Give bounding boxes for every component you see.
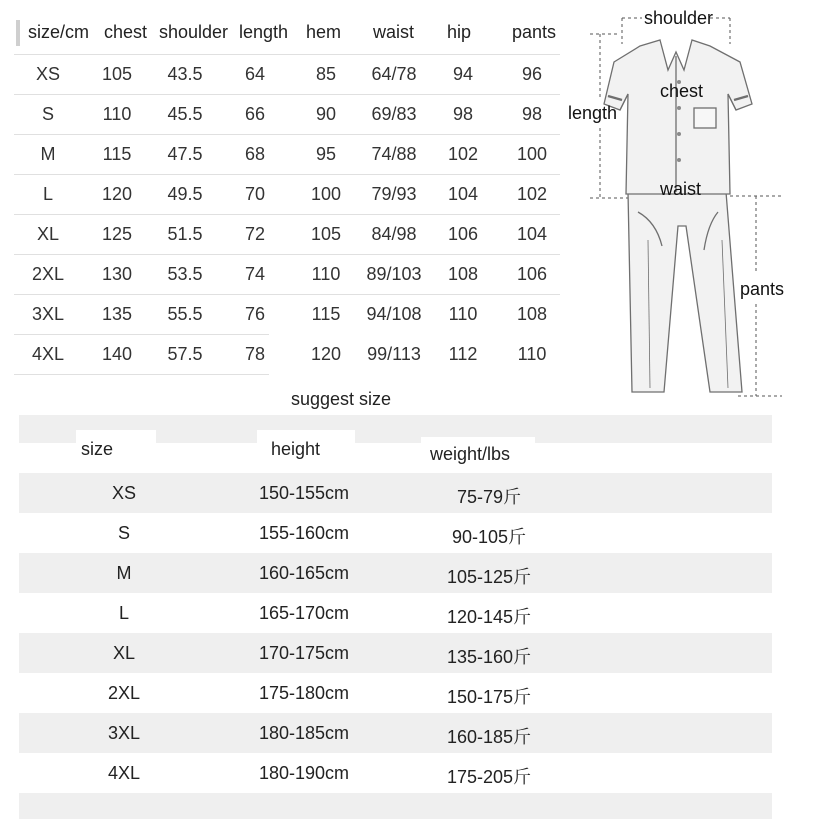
cell-waist: 94/108 — [366, 304, 422, 324]
suggest-cell-weight: 75-79斤 — [456, 487, 522, 507]
size-chart-row — [14, 174, 560, 214]
suggest-cell-height: 180-190cm — [258, 763, 350, 783]
cell-size: L — [42, 184, 53, 204]
size-chart-table — [14, 12, 560, 375]
cell-chest: 105 — [101, 64, 133, 84]
cell-length: 78 — [244, 344, 266, 364]
cell-pants: 96 — [521, 64, 543, 84]
cell-shoulder: 43.5 — [167, 64, 203, 84]
suggest-cell-height: 160-165cm — [258, 563, 350, 583]
header-waist: waist — [373, 22, 415, 42]
suggest-cell-size: 2XL — [107, 683, 141, 703]
size-chart-row — [14, 214, 560, 254]
header-hip: hip — [447, 22, 472, 42]
suggest-row — [19, 673, 772, 713]
cell-waist: 69/83 — [371, 104, 417, 124]
cell-chest: 140 — [101, 344, 133, 364]
suggest-header-row — [19, 415, 772, 473]
cell-hip: 102 — [447, 144, 479, 164]
garment-diagram — [560, 0, 824, 410]
cell-length: 66 — [244, 104, 266, 124]
header-height: height — [271, 439, 321, 459]
suggest-cell-weight: 105-125斤 — [446, 567, 532, 587]
cell-shoulder: 49.5 — [167, 184, 203, 204]
pajama-illustration — [560, 0, 824, 410]
pants-shape — [628, 192, 742, 392]
suggest-cell-size: 4XL — [107, 763, 141, 783]
suggest-footer-band — [19, 793, 772, 819]
suggest-cell-size: XS — [111, 483, 136, 503]
cell-waist: 74/88 — [371, 144, 417, 164]
cell-shoulder: 53.5 — [167, 264, 203, 284]
cell-hem: 85 — [315, 64, 337, 84]
cell-hem: 100 — [310, 184, 342, 204]
cell-pants: 102 — [516, 184, 548, 204]
cell-hip: 112 — [448, 344, 478, 364]
suggest-cell-weight: 90-105斤 — [451, 527, 527, 547]
header-hem: hem — [306, 22, 342, 42]
cell-hem: 105 — [310, 224, 342, 244]
suggest-row — [19, 513, 772, 553]
label-pants: pants — [740, 279, 785, 299]
label-waist: waist — [660, 179, 702, 199]
cell-size: M — [40, 144, 56, 164]
cell-shoulder: 55.5 — [167, 304, 203, 324]
cell-size: 2XL — [31, 264, 65, 284]
size-chart-row — [14, 254, 560, 294]
cell-hem: 95 — [315, 144, 337, 164]
cell-length: 64 — [244, 64, 266, 84]
cell-chest: 130 — [101, 264, 133, 284]
cell-waist: 84/98 — [371, 224, 417, 244]
cell-hip: 98 — [452, 104, 474, 124]
cell-shoulder: 47.5 — [167, 144, 203, 164]
label-chest: chest — [660, 81, 704, 101]
suggest-size-table — [19, 415, 772, 819]
cell-hip: 94 — [452, 64, 474, 84]
cell-length: 76 — [244, 304, 266, 324]
cell-waist: 79/93 — [371, 184, 417, 204]
suggest-cell-weight: 135-160斤 — [446, 647, 532, 667]
cell-pants: 100 — [516, 144, 548, 164]
suggest-cell-weight: 175-205斤 — [446, 767, 532, 787]
cell-chest: 135 — [101, 304, 133, 324]
cell-hip: 108 — [447, 264, 479, 284]
size-chart-header-row — [14, 12, 560, 54]
suggest-cell-weight: 120-145斤 — [446, 607, 532, 627]
cell-hem: 110 — [311, 264, 341, 284]
suggest-cell-height: 180-185cm — [258, 723, 350, 743]
suggest-cell-size: XL — [112, 643, 136, 663]
cell-size: 4XL — [31, 344, 65, 364]
suggest-cell-weight: 160-185斤 — [446, 727, 532, 747]
size-chart-row — [14, 134, 560, 174]
cell-shoulder: 45.5 — [167, 104, 203, 124]
size-chart-row — [14, 294, 560, 334]
cell-hem: 120 — [310, 344, 342, 364]
cell-pants: 98 — [521, 104, 543, 124]
suggest-row — [19, 633, 772, 673]
cell-size: XS — [35, 64, 60, 84]
cell-waist: 64/78 — [371, 64, 417, 84]
cell-chest: 125 — [101, 224, 133, 244]
suggest-cell-height: 155-160cm — [258, 523, 350, 543]
suggest-row — [19, 593, 772, 633]
size-chart-row — [14, 94, 560, 134]
cell-hem: 90 — [315, 104, 337, 124]
cell-pants: 106 — [516, 264, 548, 284]
shirt-shape — [604, 40, 752, 194]
cell-pants: 110 — [517, 344, 547, 364]
header-size: size — [81, 439, 114, 459]
suggest-cell-size: L — [118, 603, 129, 623]
header-weight: weight/lbs — [430, 444, 511, 464]
size-chart-row — [14, 334, 547, 375]
suggest-row — [19, 713, 772, 753]
size-chart-row — [14, 54, 560, 94]
cell-waist: 99/113 — [367, 344, 421, 364]
header-size-cm: size/cm — [28, 22, 90, 42]
suggest-cell-weight: 150-175斤 — [446, 687, 532, 707]
label-length: length — [568, 103, 618, 123]
cell-size: 3XL — [31, 304, 65, 324]
header-shoulder: shoulder — [159, 22, 229, 42]
header-length: length — [239, 22, 289, 42]
cell-length: 70 — [244, 184, 266, 204]
suggest-cell-height: 165-170cm — [258, 603, 350, 623]
suggest-row — [19, 473, 772, 513]
cell-length: 72 — [244, 224, 266, 244]
cell-chest: 110 — [102, 104, 132, 124]
suggest-cell-size: S — [117, 523, 130, 543]
header-pants: pants — [512, 22, 557, 42]
cell-hip: 110 — [448, 304, 478, 324]
suggest-size-body — [19, 473, 772, 793]
suggest-row — [19, 753, 772, 793]
cell-pants: 104 — [516, 224, 548, 244]
cell-chest: 115 — [102, 144, 132, 164]
cell-shoulder: 51.5 — [167, 224, 203, 244]
cell-shoulder: 57.5 — [167, 344, 203, 364]
cell-chest: 120 — [101, 184, 133, 204]
suggest-cell-size: M — [116, 563, 132, 583]
cell-size: S — [41, 104, 54, 124]
cell-waist: 89/103 — [366, 264, 422, 284]
cell-size: XL — [36, 224, 60, 244]
suggest-cell-height: 150-155cm — [258, 483, 350, 503]
header-chest: chest — [104, 22, 148, 42]
cell-length: 74 — [244, 264, 266, 284]
label-shoulder: shoulder — [644, 8, 714, 28]
cell-hip: 104 — [447, 184, 479, 204]
cell-hem: 115 — [311, 304, 341, 324]
suggest-row — [19, 553, 772, 593]
size-chart-body — [14, 54, 560, 375]
cell-pants: 108 — [516, 304, 548, 324]
suggest-size-title: suggest size — [290, 389, 392, 409]
suggest-cell-size: 3XL — [107, 723, 141, 743]
suggest-cell-height: 170-175cm — [258, 643, 350, 663]
suggest-cell-height: 175-180cm — [258, 683, 350, 703]
cell-hip: 106 — [447, 224, 479, 244]
cell-length: 68 — [244, 144, 266, 164]
header-marker — [16, 20, 20, 46]
